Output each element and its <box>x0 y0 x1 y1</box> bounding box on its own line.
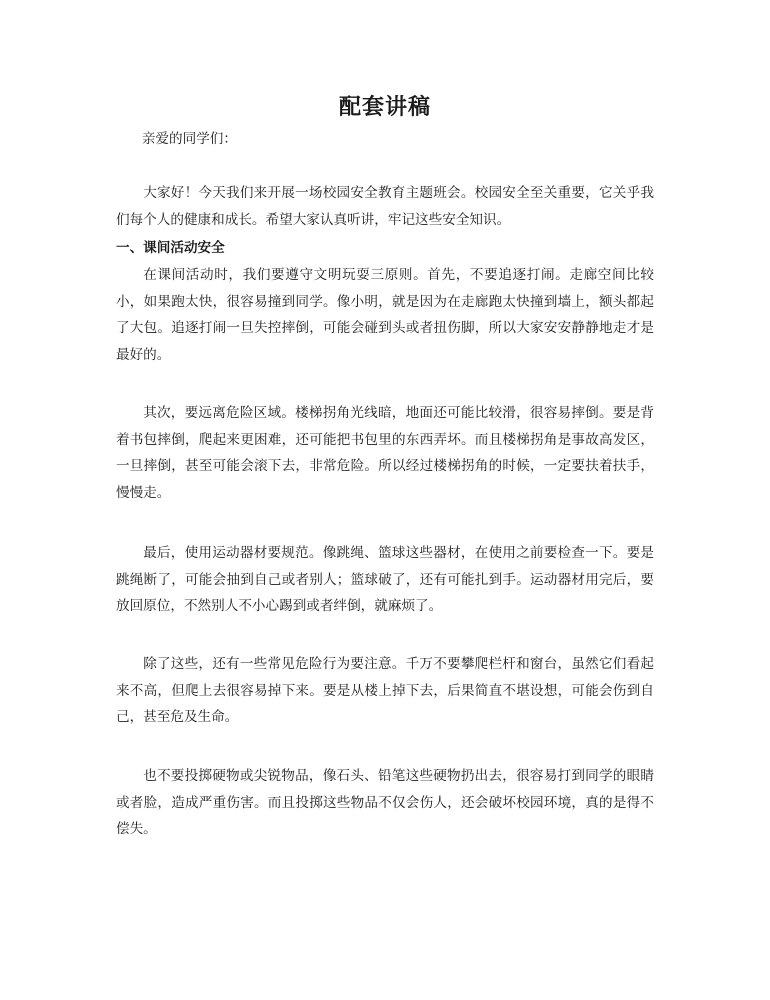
document-title: 配套讲稿 <box>338 94 431 120</box>
body-paragraph-1: 在课间活动时，我们要遵守文明玩耍三原则。首先，不要追逐打闹。走廊空间比较小，如果跑太快，很容易撞到同学。像小明，就是因为在走廊跑太快撞到墙上，额头都起了大包。追逐打闹一旦失控摔倒，可能会碰到头或者扭伤脚，所以大家安安静静地走才是最好的。 <box>116 267 654 363</box>
body-paragraph-5: 也不要投掷硬物或尖锐物品，像石头、铅笔这些硬物扔出去，很容易打到同学的眼睛或者脸，造成严重伤害。而且投掷这些物品不仅会伤人，还会破坏校园环境，真的是得不偿失。 <box>116 768 654 837</box>
greeting-line: 亲爱的同学们： <box>141 131 237 147</box>
body-paragraph-3: 最后，使用运动器材要规范。像跳绳、篮球这些器材，在使用之前要检查一下。要是跳绳断了，可能会抽到自己或者别人；篮球破了，还有可能扎到手。运动器材用完后，要放回原位，不然别人不小心踢到或者绊倒，就麻烦了。 <box>116 545 654 614</box>
body-paragraph-4: 除了这些，还有一些常见危险行为要注意。千万不要攀爬栏杆和窗台，虽然它们看起来不高，但爬上去很容易掉下来。要是从楼上掉下去，后果简直不堪设想，可能会伤到自己，甚至危及生命。 <box>116 656 654 725</box>
section-heading: 一、课间活动安全 <box>116 240 225 256</box>
body-paragraph-2: 其次，要远离危险区域。楼梯拐角光线暗，地面还可能比较滑，很容易摔倒。要是背着书包摔倒，爬起来更困难，还可能把书包里的东西弄坏。而且楼梯拐角是事故高发区，一旦摔倒，甚至可能会滚下去，非常危险。所以经过楼梯拐角的时候，一定要扶着扶手，慢慢走。 <box>116 405 654 501</box>
intro-paragraph: 大家好！今天我们来开展一场校园安全教育主题班会。校园安全至关重要，它关乎我们每个人的健康和成长。希望大家认真听讲，牢记这些安全知识。 <box>116 185 654 228</box>
